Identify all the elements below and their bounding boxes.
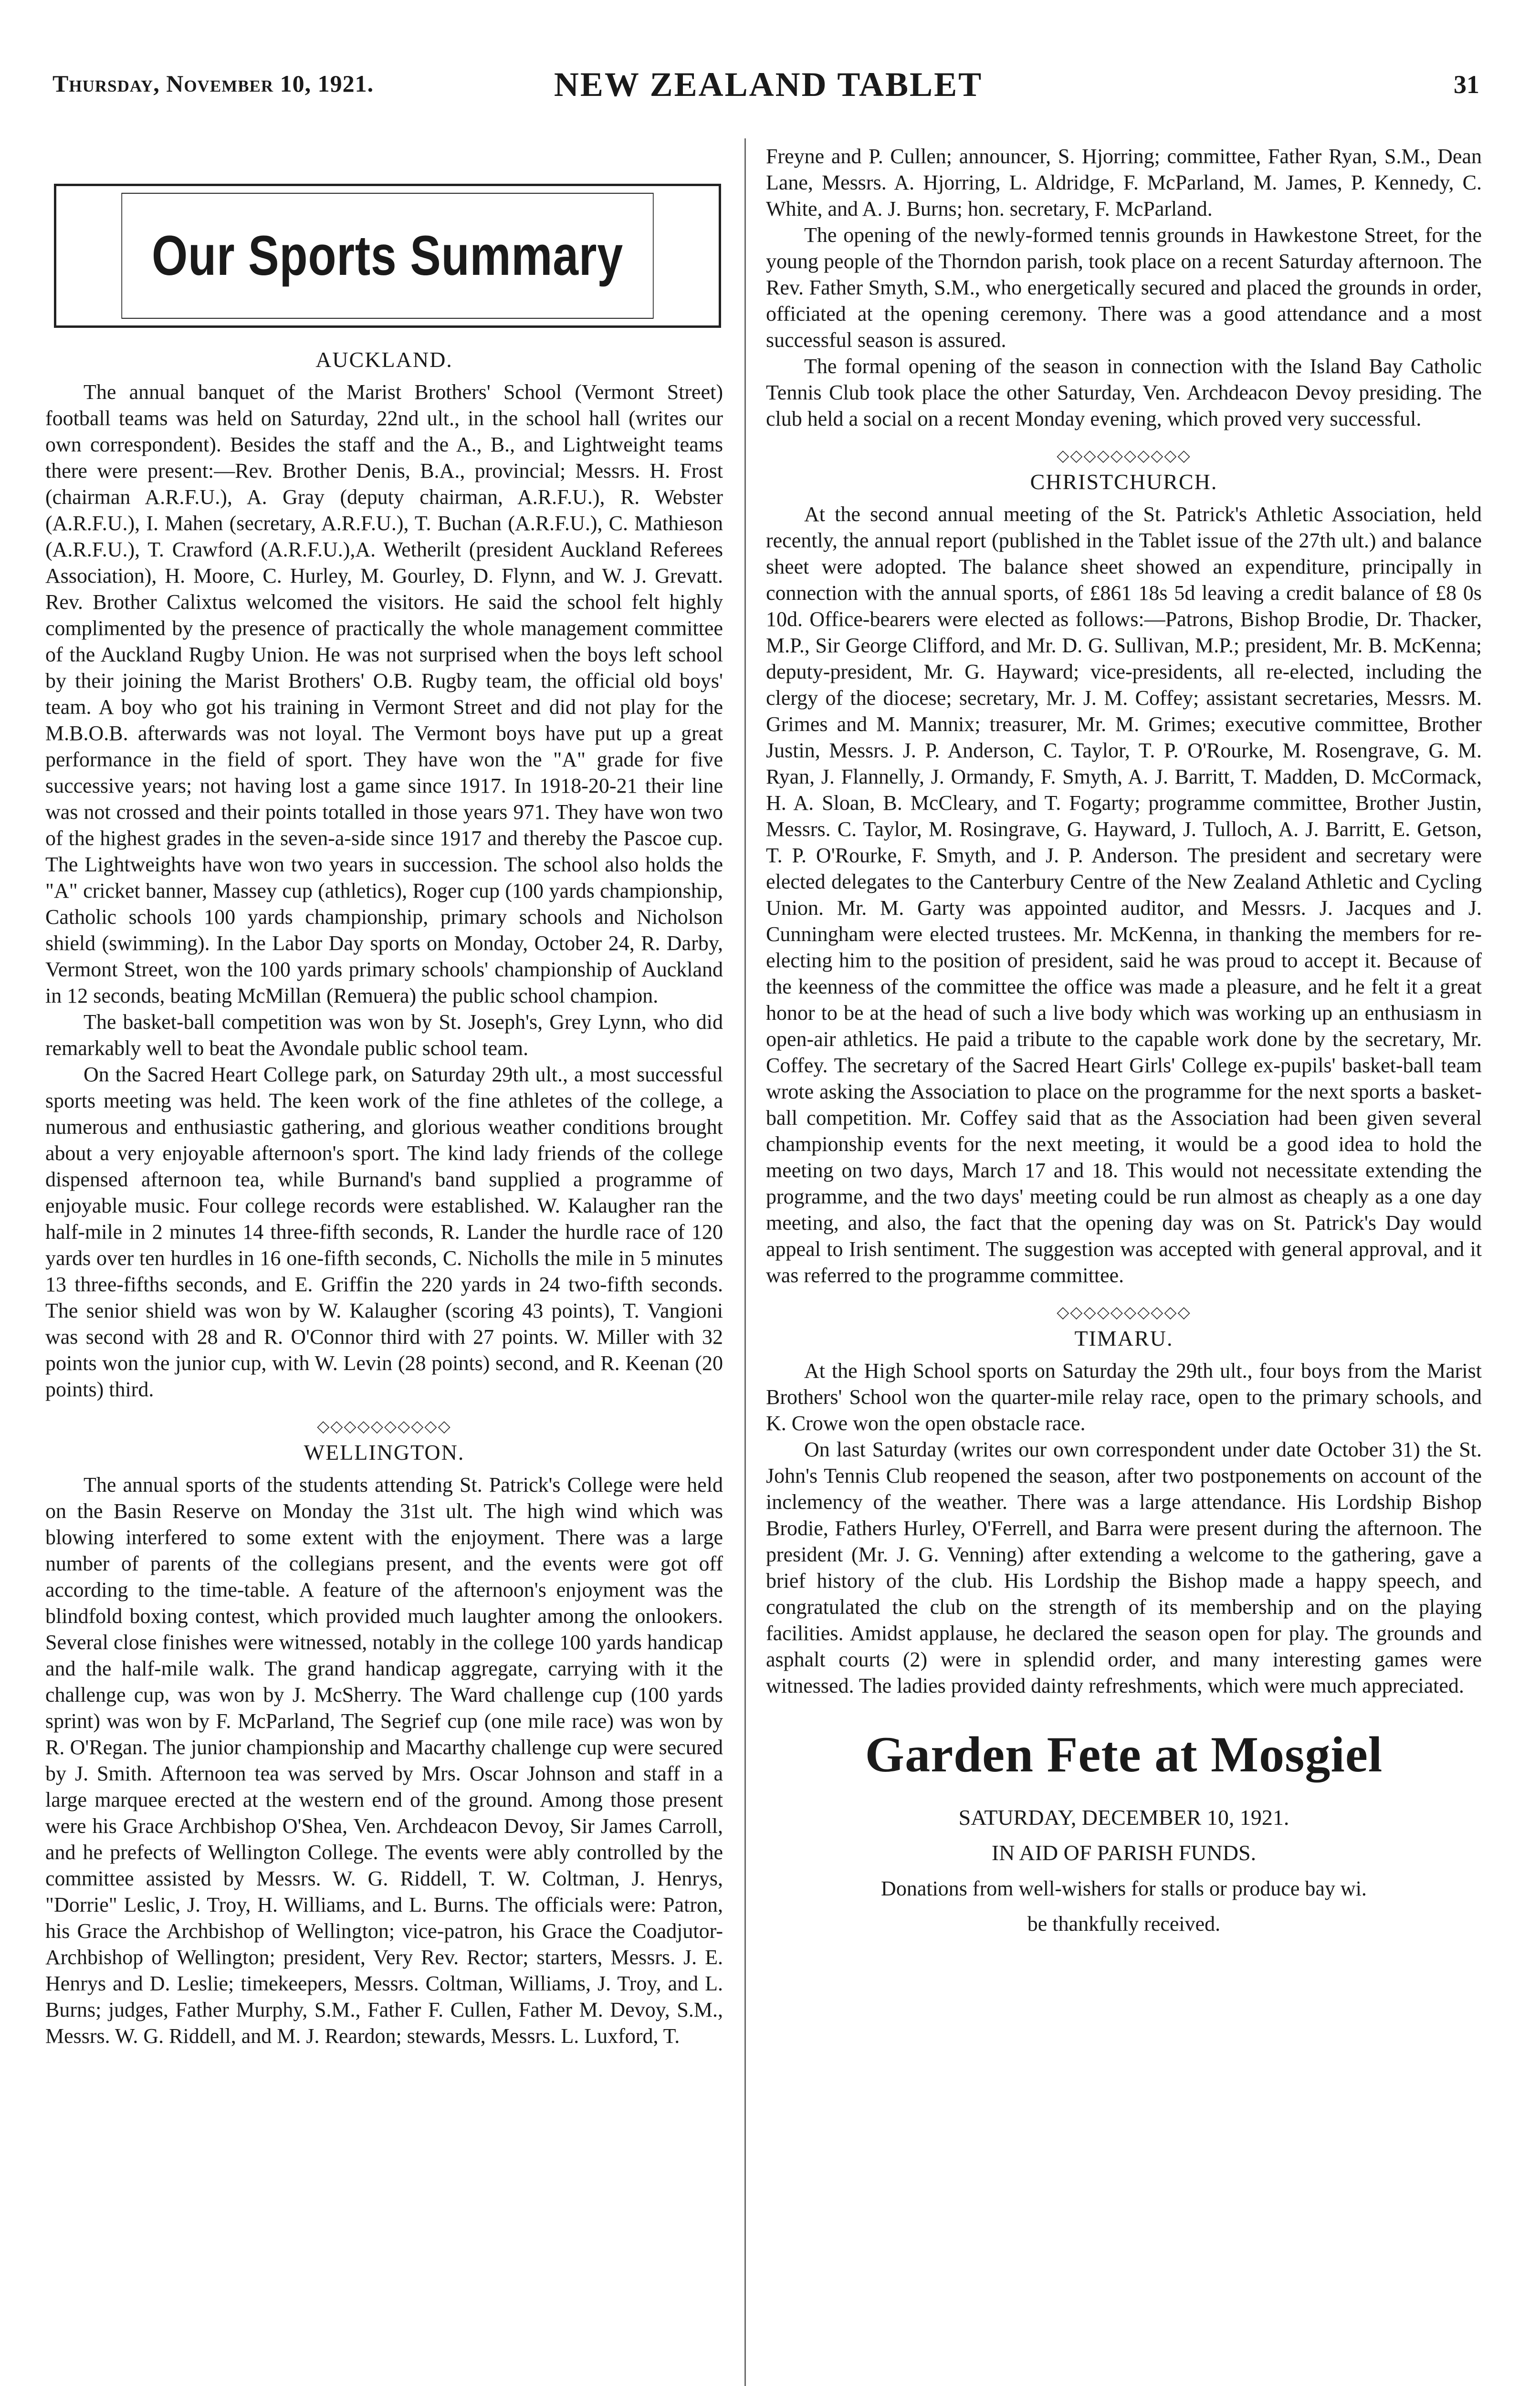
garden-fete-notice: [766, 1726, 1482, 1938]
timaru-paragraph: On last Saturday (writes our own correspondent under date October 31) the St. John's Tennis Club reopened the season, after two postponements on account of the inclemency of the weather. There was a large attendance. His Lordship Bishop Brodie, Fathers Hurley, O'Ferrell, and Barra were present during the afternoon. The president (Mr. J. G. Venning) after extending a welcome to the gathering, gave a brief history of the club. His Lordship the Bishop made a happy speech, and congratulated the club on the strength of its membership and on the playing facilities. Amidst applause, he declared the season open for play. The grounds and asphalt courts (2) were in splendid order, and many interesting games were witnessed. The ladies provided dainty refreshments, which were much appreciated.: [766, 1438, 1482, 1697]
auckland-paragraph: The annual banquet of the Marist Brothers' School (Vermont Street) football teams was held on Saturday, 22nd ult., in the school hall (writes our own correspondent). Besides the staff and the A., B., and Lightweight teams there were present:—Rev. Brother Denis, B.A., provincial; Messrs. H. Frost (chairman A.R.F.U.), A. Gray (deputy chairman, A.R.F.U.), R. Webster (A.R.F.U.), I. Mahen (secretary, A.R.F.U.), T. Buchan (A.R.F.U.), C. Mathieson (A.R.F.U.), T. Crawford (A.R.F.U.),A. Wetherilt (president Auckland Referees Association), H. Moore, C. Hurley, M. Gourley, D. Flynn, and W. J. Grevatt. Rev. Brother Calixtus welcomed the visitors. He said the school felt highly complimented by the presence of practically the whole management committee of the Auckland Rugby Union. He was not surprised when the boys left school by their joining the Marist Brothers' O.B. Rugby team, the official old boys' team. A boy who got his training in Vermont Street and did not play for the M.B.O.B. afterwards was not loyal. The Vermont boys have put up a great performance in the field of sport. They have won the "A" grade for five successive years; not having lost a game since 1917. In 1918-20-21 their line was not crossed and their points totalled in those years 971. They have won two of the highest grades in the seven-a-side since 1917 and thereby the Pascoe cup. The Lightweights have won two years in succession. The school also holds the "A" cricket banner, Massey cup (athletics), Roger cup (100 yards championship, Catholic schools 100 yards championship, primary schools and Nicholson shield (swimming). In the Labor Day sports on Monday, October 24, R. Darby, Vermont Street, won the 100 yards primary schools' championship of Auckland in 12 seconds, beating McMillan (Remuera) the public school champion.: [45, 380, 723, 1007]
wellington-continuation: The opening of the newly-formed tennis grounds in Hawkestone Street, for the young people of the Thorndon parish, took place on a recent Saturday afternoon. The Rev. Father Smyth, S.M., who energetically secured and placed the grounds in order, officiated at the opening ceremony. There was a good attendance and a most successful season is assured.: [766, 223, 1482, 352]
fete-title: Garden Fete at Mosgiel: [865, 1727, 1383, 1782]
left-column: [45, 143, 723, 2049]
issue-date: Thursday, November 10, 1921.: [52, 70, 374, 97]
right-column: [766, 143, 1482, 1938]
timaru-paragraph: At the High School sports on Saturday the 29th ult., four boys from the Marist Brothers' School won the quarter-mile relay race, open to the primary schools, and K. Crowe won the open obstacle race.: [766, 1359, 1482, 1435]
wellington-paragraph: The annual sports of the students attending St. Patrick's College were held on the Basin Reserve on Monday the 31st ult. The high wind which was blowing interfered to some extent with the enjoyment. There was a large number of parents of the collegians present, and the events were got off according to the time-table. A feature of the afternoon's enjoyment was the blindfold boxing contest, which provided much laughter among the onlookers. Several close finishes were witnessed, notably in the college 100 yards handicap and the half-mile walk. The grand handicap aggregate, carrying with it the challenge cup, was won by J. McSherry. The Ward challenge cup (100 yards sprint) was won by F. McParland, The Segrief cup (one mile race) was won by R. O'Regan. The junior championship and Macarthy challenge cup were secured by J. Smith. Afternoon tea was served by Mrs. Oscar Johnson and staff in a large marquee erected at the western end of the ground. Among those present were his Grace Archbishop O'Shea, Ven. Archdeacon Devoy, Sir James Carroll, and he prefects of Wellington College. The events were ably controlled by the committee assisted by Messrs. W. G. Riddell, T. W. Coltman, J. Henrys, "Dorrie" Leslic, J. Troy, H. Williams, and L. Burns. The officials were: Patron, his Grace the Archbishop of Wellington; vice-patron, his Grace the Coadjutor-Archbishop of Wellington; president, Very Rev. Rector; starters, Messrs. J. E. Henrys and D. Leslie; timekeepers, Messrs. Coltman, Williams, J. Troy, and L. Burns; judges, Father Murphy, S.M., Father F. Cullen, Father M. Devoy, S.M., Messrs. W. G. Riddell, and M. J. Reardon; stewards, Messrs. L. Luxford, T.: [45, 1473, 723, 2048]
christchurch-paragraph: At the second annual meeting of the St. Patrick's Athletic Association, held recently, the annual report (published in the Tablet issue of the 27th ult.) and balance sheet were adopted. The balance sheet showed an expenditure, principally in connection with the annual sports, of £861 18s 5d leaving a credit balance of £8 0s 10d. Office-bearers were elected as follows:—Patrons, Bishop Brodie, Dr. Thacker, M.P., Sir George Clifford, and Mr. D. G. Sullivan, M.P.; president, Mr. B. McKenna; deputy-president, Mr. G. Hayward; vice-presidents, all re-elected, including the clergy of the diocese; secretary, Mr. J. M. Coffey; assistant secretaries, Messrs. M. Grimes and M. Mannix; treasurer, Mr. M. Grimes; executive committee, Brother Justin, Messrs. J. P. Anderson, C. Taylor, T. P. O'Rourke, M. Rosengrave, G. M. Ryan, J. Flannelly, J. Ormandy, F. Smyth, A. J. Barritt, T. Madden, D. McCormack, H. A. Sloan, B. McCleary, and T. Fogarty; programme committee, Brother Justin, Messrs. C. Taylor, M. Rosingrave, G. Hayward, J. Tulloch, A. J. Barritt, E. Getson, T. P. O'Rourke, F. Smyth, and J. P. Anderson. The president and secretary were elected delegates to the Canterbury Centre of the New Zealand Athletic and Cycling Union. Mr. M. Garty was appointed auditor, and Messrs. J. Jacques and J. Cunningham were elected trustees. Mr. McKenna, in thanking the members for re-electing him to the position of president, said he was proud to accept it. Because of the keenness of the committee the office was made a pleasure, and he felt it a great honor to be at the head of such a live body which was working up an enthusiasm in open-air athletics. He paid a tribute to the capable work done by the secretary, Mr. Coffey. The secretary of the Sacred Heart Girls' College ex-pupils' basket-ball team wrote asking the Association to place on the programme for the next sports a basket-ball competition. Mr. Coffey said that as the Association had been given several championship events for the next meeting, it would be a good idea to hold the meeting on two days, March 17 and 18. This would not necessitate extending the programme, and the two days' meeting could be run almost as cheaply as a one day meeting, and also, the fact that the opening day was on St. Patrick's Day would appeal to Irish sentiment. The suggestion was accepted with general approval, and it was referred to the programme committee.: [766, 502, 1482, 1287]
ornament-divider: ◇◇◇◇◇◇◇◇◇◇: [1057, 1303, 1191, 1322]
column-divider: [744, 138, 746, 2386]
fete-donations-line: Donations from well-wishers for stalls or produce bay wi.: [881, 1877, 1367, 1900]
auckland-paragraph: On the Sacred Heart College park, on Saturday 29th ult., a most successful sports meeting was held. The keen work of the fine athletes of the college, a numerous and enthusiastic gathering, and glorious weather conditions brought about a very enjoyable afternoon's sport. The kind lady friends of the college dispensed afternoon tea, while Burnand's band supplied a programme of enjoyable music. Four college records were established. W. Kalaugher ran the half-mile in 2 minutes 14 three-fifth seconds, R. Lander the hurdle race of 120 yards over ten hurdles in 16 one-fifth seconds, C. Nicholls the mile in 5 minutes 13 three-fifths seconds, and E. Griffin the 220 yards in 24 two-fifth seconds. The senior shield was won by W. Kalaugher (scoring 43 points), T. Vangioni was second with 28 and R. O'Connor third with 27 points. W. Miller with 32 points won the junior cup, with W. Levin (28 points) second, and R. Keenan (20 points) third.: [45, 1063, 723, 1401]
section-title: Our Sports Summary: [121, 193, 653, 319]
page-header: [52, 61, 1484, 114]
wellington-continuation: Freyne and P. Cullen; announcer, S. Hjorring; committee, Father Ryan, S.M., Dean Lane, Messrs. A. Hjorring, L. Aldridge, F. McParland, M. James, P. Kennedy, C. White, and A. J. Burns; hon. secretary, F. McParland.: [766, 145, 1482, 220]
section-heading-christchurch: CHRISTCHURCH.: [1030, 470, 1218, 494]
fete-date: SATURDAY, DECEMBER 10, 1921.: [958, 1805, 1289, 1830]
section-heading-wellington: WELLINGTON.: [304, 1440, 465, 1465]
ornament-divider: ◇◇◇◇◇◇◇◇◇◇: [317, 1417, 451, 1436]
wellington-continuation: The formal opening of the season in connection with the Island Bay Catholic Tennis Club took place the other Saturday, Ven. Archdeacon Devoy presiding. The club held a social on a recent Monday evening, which proved very successful.: [766, 355, 1482, 430]
fete-donations-line: be thankfully received.: [1027, 1912, 1221, 1936]
page-number: 31: [1454, 70, 1479, 99]
fete-purpose: IN AID OF PARISH FUNDS.: [991, 1841, 1257, 1865]
auckland-paragraph: The basket-ball competition was won by St. Joseph's, Grey Lynn, who did remarkably well to beat the Avondale public school team.: [45, 1010, 723, 1060]
ornament-divider: ◇◇◇◇◇◇◇◇◇◇: [1057, 446, 1191, 465]
section-heading-timaru: TIMARU.: [1074, 1326, 1173, 1350]
section-heading-auckland: AUCKLAND.: [315, 347, 453, 372]
publication-title: NEW ZEALAND TABLET: [554, 65, 983, 104]
title-box: [54, 184, 721, 328]
